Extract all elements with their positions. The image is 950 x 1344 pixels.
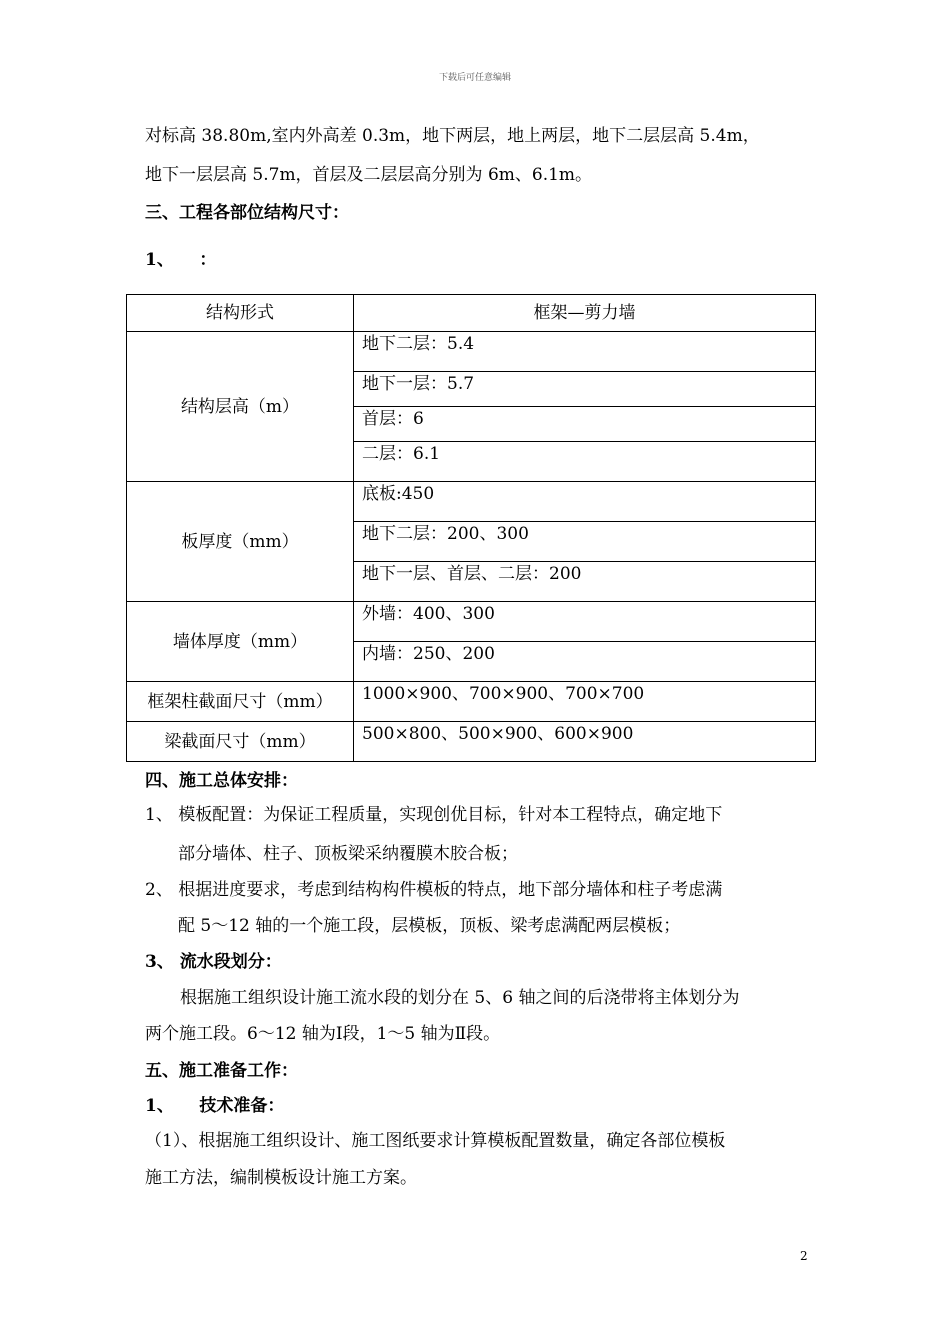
page-number: 2 bbox=[800, 1249, 808, 1263]
table-cell: 外墙：400、300 bbox=[354, 602, 816, 642]
section-4-title: 四、施工总体安排： bbox=[145, 771, 298, 791]
page-header: 下载后可任意编辑 bbox=[438, 73, 511, 83]
table-header-value: 框架—剪力墙 bbox=[354, 295, 816, 332]
table-row bbox=[127, 682, 816, 722]
table-cell: 500×800、500×900、600×900 bbox=[354, 722, 816, 762]
table-cell: 地下二层：200、300 bbox=[354, 522, 816, 562]
table-row bbox=[127, 332, 816, 372]
section-4-item-3-line-1: 根据施工组织设计施工流水段的划分在 5、6 轴之间的后浇带将主体划分为 bbox=[180, 988, 740, 1008]
section-4-item-3-line-2: 两个施工段。6～12 轴为Ⅰ段，1～5 轴为Ⅱ段。 bbox=[145, 1024, 501, 1044]
floor-height-label: 结构层高（m） bbox=[127, 332, 354, 482]
table-cell: 二层：6.1 bbox=[354, 442, 816, 482]
section-5-item-1-title: 1、 技术准备： bbox=[145, 1096, 285, 1116]
section-4-item-1-line-2: 部分墙体、柱子、顶板梁采纳覆膜木胶合板； bbox=[178, 844, 518, 864]
section-3-title: 三、工程各部位结构尺寸： bbox=[145, 203, 349, 223]
wall-thickness-label: 墙体厚度（mm） bbox=[127, 602, 354, 682]
table-cell: 内墙：250、200 bbox=[354, 642, 816, 682]
table-cell: 1000×900、700×900、700×700 bbox=[354, 682, 816, 722]
slab-thickness-label: 板厚度（mm） bbox=[127, 482, 354, 602]
section-5-title: 五、施工准备工作： bbox=[145, 1061, 298, 1081]
table-cell: 地下二层：5.4 bbox=[354, 332, 816, 372]
section-4-item-3-title: 3、 流水段划分： bbox=[145, 952, 282, 972]
table-row bbox=[127, 602, 816, 642]
section-4-item-2-line-2: 配 5～12 轴的一个施工段，层模板，顶板、梁考虑满配两层模板； bbox=[178, 916, 681, 936]
intro-line-2: 地下一层层高 5.7m，首层及二层层高分别为 6m、6.1m。 bbox=[145, 165, 593, 185]
section-4-item-1-line-1: 1、 模板配置：为保证工程质量，实现创优目标，针对本工程特点，确定地下 bbox=[145, 805, 723, 825]
table-cell: 地下一层、首层、二层：200 bbox=[354, 562, 816, 602]
structure-table bbox=[126, 294, 816, 762]
section-5-item-1-line-1: （1）、根据施工组织设计、施工图纸要求计算模板配置数量，确定各部位模板 bbox=[145, 1131, 726, 1151]
table-cell: 底板:450 bbox=[354, 482, 816, 522]
section-3-item-1: 1、 ： bbox=[145, 250, 217, 270]
table-header-label: 结构形式 bbox=[127, 295, 354, 332]
table-row bbox=[127, 722, 816, 762]
intro-line-1: 对标高 38.80m,室内外高差 0.3m，地下两层，地上两层，地下二层层高 5.4m， bbox=[145, 126, 760, 146]
table-row bbox=[127, 295, 816, 332]
table-cell: 首层：6 bbox=[354, 407, 816, 442]
beam-section-label: 梁截面尺寸（mm） bbox=[127, 722, 354, 762]
table-cell: 地下一层：5.7 bbox=[354, 372, 816, 407]
table-row bbox=[127, 482, 816, 522]
column-section-label: 框架柱截面尺寸（mm） bbox=[127, 682, 354, 722]
section-5-item-1-line-2: 施工方法，编制模板设计施工方案。 bbox=[145, 1168, 417, 1188]
section-4-item-2-line-1: 2、 根据进度要求，考虑到结构构件模板的特点，地下部分墙体和柱子考虑满 bbox=[145, 880, 723, 900]
